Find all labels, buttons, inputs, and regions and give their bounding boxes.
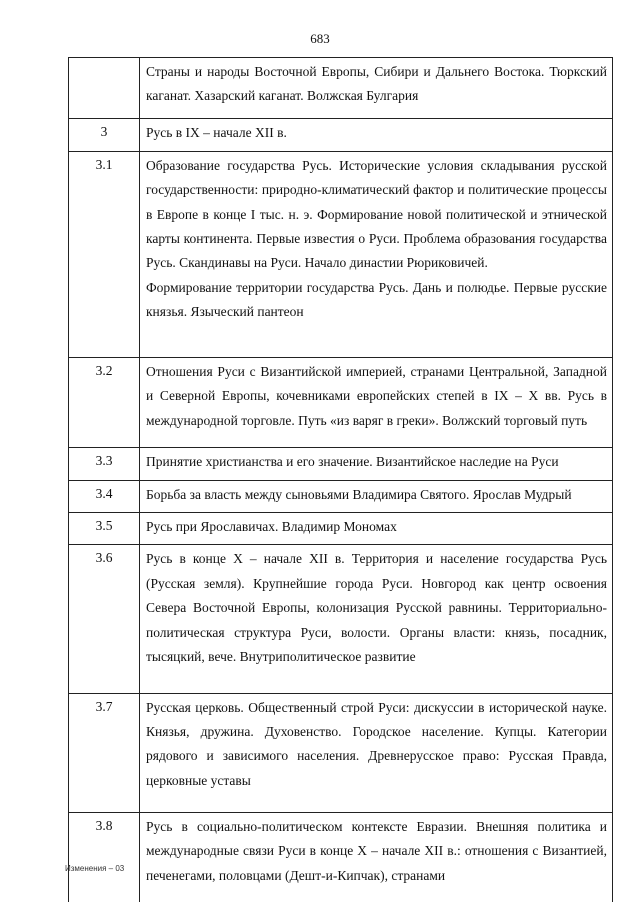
section-paragraph: Русь при Ярославичах. Владимир Мономах — [146, 518, 397, 534]
table-row — [69, 357, 613, 447]
section-content — [140, 119, 613, 151]
section-content — [140, 480, 613, 512]
section-paragraph: Борьба за власть между сыновьями Владимира Святого. Ярослав Мудрый — [146, 486, 572, 502]
section-content — [140, 448, 613, 480]
section-number: 3.7 — [69, 693, 140, 812]
section-paragraph: Образование государства Русь. Исторические условия складывания русской государственности: природно-климатический фактор и политические процессы в Европе в конце I тыс. н. э. Формирование новой политической и этнической карты континента. Первые известия о Руси. Проблема образования государства Русь. Скандинавы на Руси. Начало династии Рюриковичей. — [146, 157, 607, 271]
table-row — [69, 812, 613, 902]
section-paragraph: Русь в IX – начале XII в. — [146, 125, 287, 141]
section-number: 3.8 — [69, 812, 140, 902]
section-number: 3.1 — [69, 151, 140, 357]
section-number: 3.3 — [69, 448, 140, 480]
table-row — [69, 119, 613, 151]
section-content — [140, 545, 613, 693]
section-paragraph: Формирование территории государства Русь. Дань и полюдье. Первые русские князья. Языческий пантеон — [146, 279, 607, 320]
section-content — [140, 693, 613, 812]
section-paragraph: Принятие христианства и его значение. Византийское наследие на Руси — [146, 454, 559, 470]
table-row — [69, 151, 613, 357]
section-number: 3.5 — [69, 512, 140, 544]
footer-revision: Изменения – 03 — [65, 864, 125, 873]
section-number: 3.6 — [69, 545, 140, 693]
table-row — [69, 545, 613, 693]
section-content — [140, 812, 613, 902]
section-content — [140, 512, 613, 544]
section-number: 3 — [69, 119, 140, 151]
table-row — [69, 480, 613, 512]
section-content — [140, 58, 613, 119]
section-content — [140, 151, 613, 357]
table-row — [69, 512, 613, 544]
section-paragraph: Русь в социально-политическом контексте Евразии. Внешняя политика и международные связи Руси в конце X – начале XII в.: отношения с Византией, печенегами, половцами (Дешт-и-Кипчак), странами — [146, 818, 607, 883]
table-row — [69, 693, 613, 812]
table-row — [69, 448, 613, 480]
section-paragraph: Русь в конце X – начале XII в. Территория и население государства Русь (Русская земля). Крупнейшие города Руси. Новгород как центр освоения Севера Восточной Европы, колонизация Русской равнины. Территориально-политическая структура Руси, волости. Органы власти: князь, посадник, тысяцкий, вече. Внутриполитическое развитие — [146, 551, 607, 665]
page-number: 683 — [310, 31, 330, 46]
section-paragraph: Страны и народы Восточной Европы, Сибири и Дальнего Востока. Тюркский каганат. Хазарский каганат. Волжская Булгария — [146, 64, 607, 104]
curriculum-table — [68, 57, 613, 902]
section-number — [69, 58, 140, 119]
section-paragraph: Русская церковь. Общественный строй Руси: дискуссии в исторической науке. Князья, дружина. Духовенство. Городское население. Купцы. Категории рядового и зависимого населения. Древнерусское право: Русская Правда, церковные уставы — [146, 699, 607, 788]
section-paragraph: Отношения Руси с Византийской империей, странами Центральной, Западной и Северной Европы, кочевниками европейских степей в IX – X вв. Русь в международной торговле. Путь «из варяг в греки». Волжский торговый путь — [146, 363, 607, 428]
table-body — [69, 58, 613, 902]
section-content — [140, 357, 613, 447]
section-number: 3.2 — [69, 357, 140, 447]
section-number: 3.4 — [69, 480, 140, 512]
table-row — [69, 58, 613, 119]
